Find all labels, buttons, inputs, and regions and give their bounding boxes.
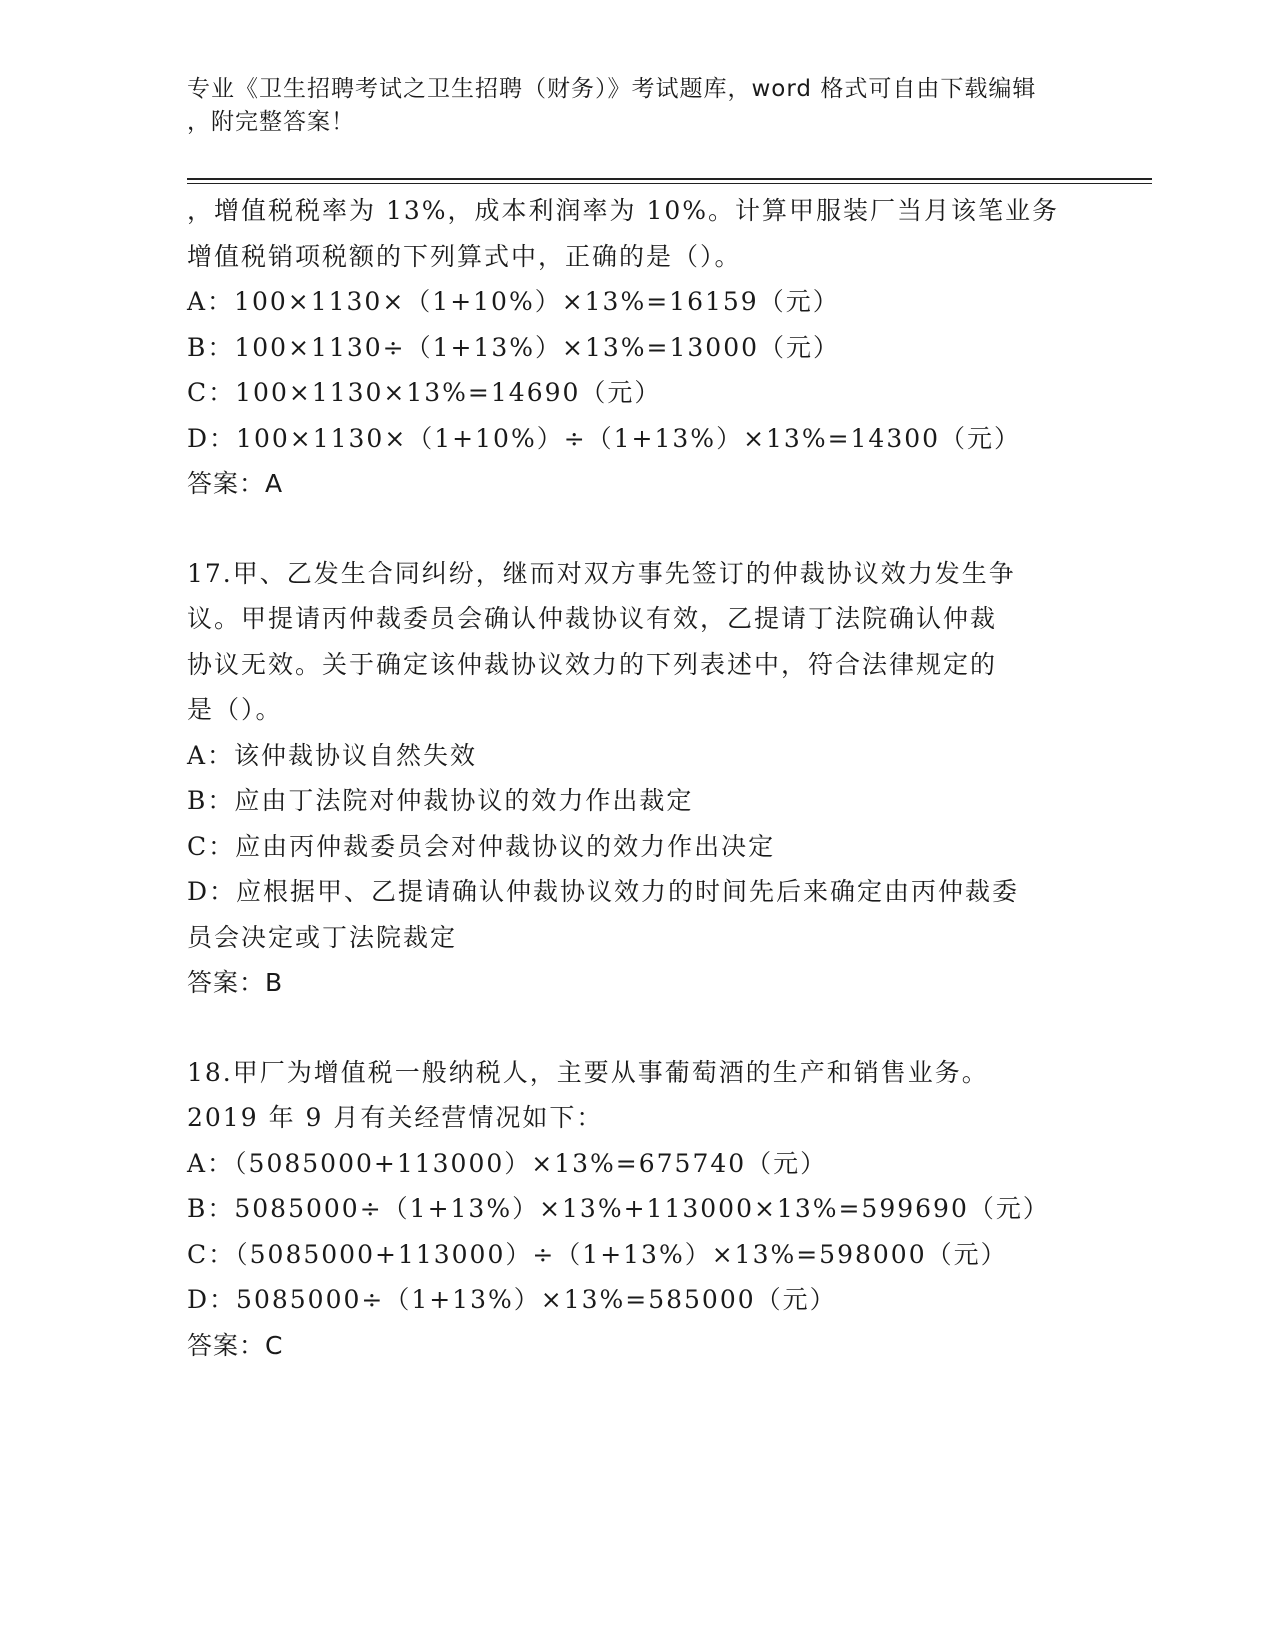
question-stem-line: 协议无效。关于确定该仲裁协议效力的下列表述中，符合法律规定的 [187, 649, 998, 679]
answer-line: 答案：B [187, 968, 284, 997]
question-stem-line: 17.甲、乙发生合同纠纷，继而对双方事先签订的仲裁协议效力发生争 [187, 558, 1016, 588]
question-18 [187, 1050, 1087, 1369]
option-d-continued: 员会决定或丁法院裁定 [187, 922, 458, 952]
option-c: C：100×1130×13%=14690（元） [187, 378, 662, 407]
option-b: B：5085000÷（1+13%）×13%+113000×13%=599690（元） [187, 1194, 1050, 1223]
question-stem-line: 增值税销项税额的下列算式中，正确的是（）。 [187, 241, 742, 271]
option-d: D：100×1130×（1+10%）÷（1+13%）×13%=14300（元） [187, 423, 1022, 453]
question-stem-line: 2019 年 9 月有关经营情况如下： [187, 1103, 604, 1132]
option-b: B：100×1130÷（1+13%）×13%=13000（元） [187, 332, 841, 362]
question-stem-line: 18.甲厂为增值税一般纳税人，主要从事葡萄酒的生产和销售业务。 [187, 1057, 989, 1087]
question-spacer [187, 507, 1087, 551]
header-divider-thick [187, 178, 1152, 180]
question-16 [187, 188, 1087, 507]
header-divider-thin [187, 183, 1152, 184]
option-a: A：该仲裁协议自然失效 [187, 740, 478, 770]
header-line-1: 专业《卫生招聘考试之卫生招聘（财务）》考试题库，word 格式可自由下载编辑 [187, 76, 1037, 102]
question-17 [187, 551, 1087, 1006]
answer-line: 答案：C [187, 1330, 284, 1360]
question-stem-line: 是（）。 [187, 695, 283, 724]
option-d: D：应根据甲、乙提请确认仲裁协议效力的时间先后来确定由丙仲裁委 [187, 877, 1020, 906]
header-line-2: ，附完整答案！ [187, 109, 355, 135]
document-header [187, 73, 1087, 139]
question-list [187, 188, 1087, 1368]
option-d: D：5085000÷（1+13%）×13%=585000（元） [187, 1285, 837, 1314]
option-a: A：100×1130×（1+10%）×13%=16159（元） [187, 287, 840, 316]
question-stem-line: 议。甲提请丙仲裁委员会确认仲裁协议有效，乙提请丁法院确认仲裁 [187, 604, 998, 633]
question-stem-line: ，增值税税率为 13%，成本利润率为 10%。计算甲服装厂当月该笔业务 [187, 196, 1060, 225]
option-c: C：（5085000+113000）÷（1+13%）×13%=598000（元） [187, 1239, 1008, 1269]
option-b: B：应由丁法院对仲裁协议的效力作出裁定 [187, 786, 694, 815]
option-c: C：应由丙仲裁委员会对仲裁协议的效力作出决定 [187, 831, 776, 861]
option-a: A：（5085000+113000）×13%=675740（元） [187, 1148, 828, 1178]
question-spacer [187, 1006, 1087, 1050]
answer-line: 答案：A [187, 469, 284, 498]
